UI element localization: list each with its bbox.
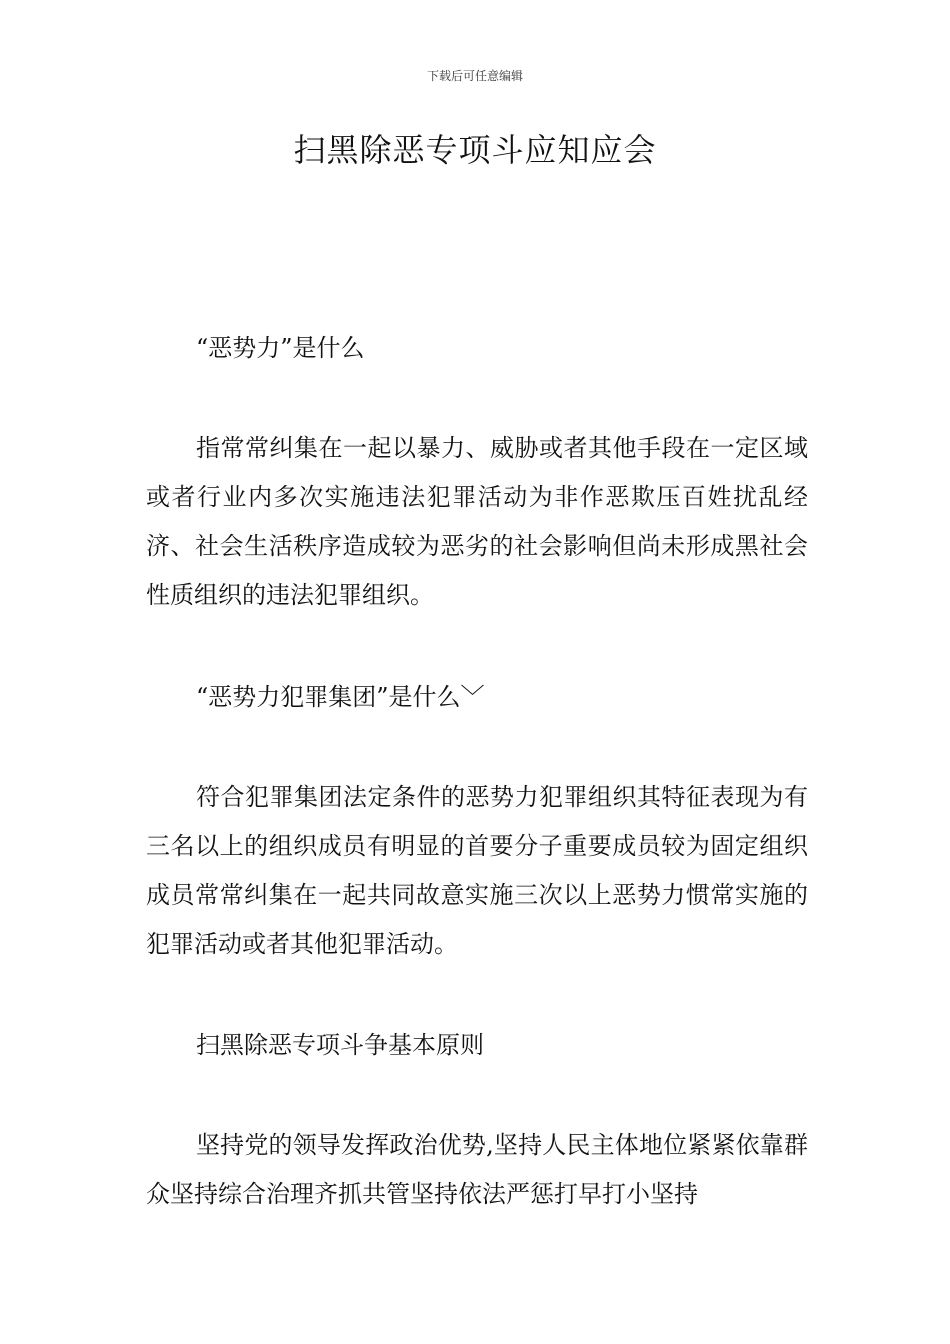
section-paragraph-2: 符合犯罪集团法定条件的恶势力犯罪组织其特征表现为有三名以上的组织成员有明显的首要分子重要成员较为固定组织成员常常纠集在一起共同故意实施三次以上恶势力惯常实施的犯罪活动或者其他犯罪活动。 bbox=[146, 783, 808, 958]
section-paragraph-1: 指常常纠集在一起以暴力、威胁或者其他手段在一定区域或者行业内多次实施违法犯罪活动为非作恶欺压百姓扰乱经济、社会生活秩序造成较为恶劣的社会影响但尚未形成黑社会性质组织的违法犯罪组织。 bbox=[146, 434, 808, 609]
section-heading-2: “恶势力犯罪集团”是什么﹀ bbox=[196, 683, 485, 711]
section-heading-1: “恶势力”是什么 bbox=[196, 334, 365, 362]
document-title: 扫黑除恶专项斗应知应会 bbox=[293, 131, 657, 169]
section-paragraph-3: 坚持党的领导发挥政治优势,坚持人民主体地位紧紧依靠群众坚持综合治理齐抓共管坚持依法严惩打早打小坚持 bbox=[146, 1131, 808, 1208]
header-note: 下载后可任意编辑 bbox=[426, 69, 523, 83]
section-heading-3: 扫黑除恶专项斗争基本原则 bbox=[196, 1031, 484, 1059]
